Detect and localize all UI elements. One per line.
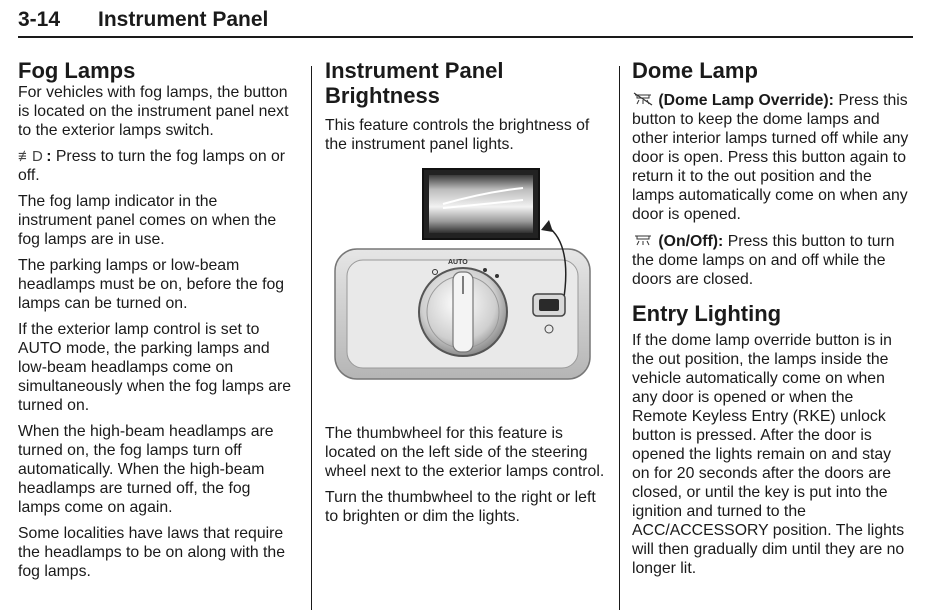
heading-fog-lamps: Fog Lamps — [18, 58, 136, 83]
heading-entry-lighting: Entry Lighting — [632, 301, 782, 326]
column-divider-2 — [619, 66, 620, 610]
fog-lamp-icon: ≢D — [18, 148, 42, 165]
fog-lamp-laws-text: Some localities have laws that require the headlamps to be on along with the fog lamps. — [18, 525, 285, 580]
dome-override-desc — [632, 91, 912, 224]
brightness-intro: This feature controls the brightness of the instrument panel lights. — [325, 117, 590, 153]
column-dome-lamp — [632, 58, 912, 585]
dome-lamp-override-icon — [632, 92, 654, 106]
dome-override-label: (Dome Lamp Override): — [658, 92, 834, 109]
thumbwheel-location-text: The thumbwheel for this feature is located on the left side of the steering wheel next to the exterior lamps control. — [325, 425, 605, 480]
fog-lamp-highbeam-text: When the high-beam headlamps are turned on, the fog lamps turn off automatically. When the high-beam headlamps are turned off, the fog lamps come on again. — [18, 423, 274, 516]
dome-lamp-on-off-icon — [632, 233, 654, 247]
page-header — [18, 6, 913, 38]
entry-lighting-text: If the dome lamp override button is in the out position, the lamps inside the vehicle automatically come on when any door is opened or when the Remote Keyless Entry (RKE) unlock button is pressed. After the door is opened the lights remain on and stay on for 20 seconds after the doors are closed, or until the key is put into the ignition and turned to the ACC/ACCESSORY position. The lights will then gradually dim until they are no longer lit. — [632, 332, 905, 577]
dome-onoff-desc — [632, 232, 912, 289]
fog-lamp-button-text: Press to turn the fog lamps on or off. — [18, 148, 286, 184]
fog-lamp-button-desc — [18, 147, 293, 185]
fog-lamp-requirement-text: The parking lamps or low-beam headlamps must be on, before the fog lamps can be turned on. — [18, 257, 285, 312]
column-instrument-brightness — [325, 58, 605, 533]
knob-auto-label: AUTO — [448, 259, 468, 266]
fog-lamp-indicator-text: The fog lamp indicator in the instrument panel comes on when the fog lamps are in use. — [18, 193, 277, 248]
dome-onoff-label: (On/Off): — [658, 233, 724, 250]
fog-lamps-intro: For vehicles with fog lamps, the button is located on the instrument panel next to the exterior lamps switch. — [18, 84, 289, 139]
fog-lamp-colon: : — [46, 148, 52, 165]
heading-instrument-brightness — [325, 58, 605, 108]
page-number: 3-14 — [18, 8, 61, 31]
column-divider-1 — [311, 66, 312, 610]
fog-lamp-auto-text: If the exterior lamp control is set to AUTO mode, the parking lamps and low-beam headlamps come on simultaneously when the fog lamps are turned on. — [18, 321, 292, 414]
page-title: Instrument Panel — [98, 8, 269, 31]
heading-line-2: Brightness — [325, 83, 440, 108]
dome-override-text: Press this button to keep the dome lamps and other interior lamps turned off while any door is open. Press this button again to return it to the out position and the lamps automatically come on when any door is opened. — [632, 92, 909, 223]
dome-onoff-text: Press this button to turn the dome lamps on and off while the doors are closed. — [632, 233, 895, 288]
heading-dome-lamp: Dome Lamp — [632, 58, 758, 83]
column-fog-lamps — [18, 58, 293, 588]
heading-line-1: Instrument Panel — [325, 58, 504, 83]
headlamp-control-illustration — [325, 164, 600, 409]
thumbwheel-usage-text: Turn the thumbwheel to the right or left to brighten or dim the lights. — [325, 489, 596, 525]
